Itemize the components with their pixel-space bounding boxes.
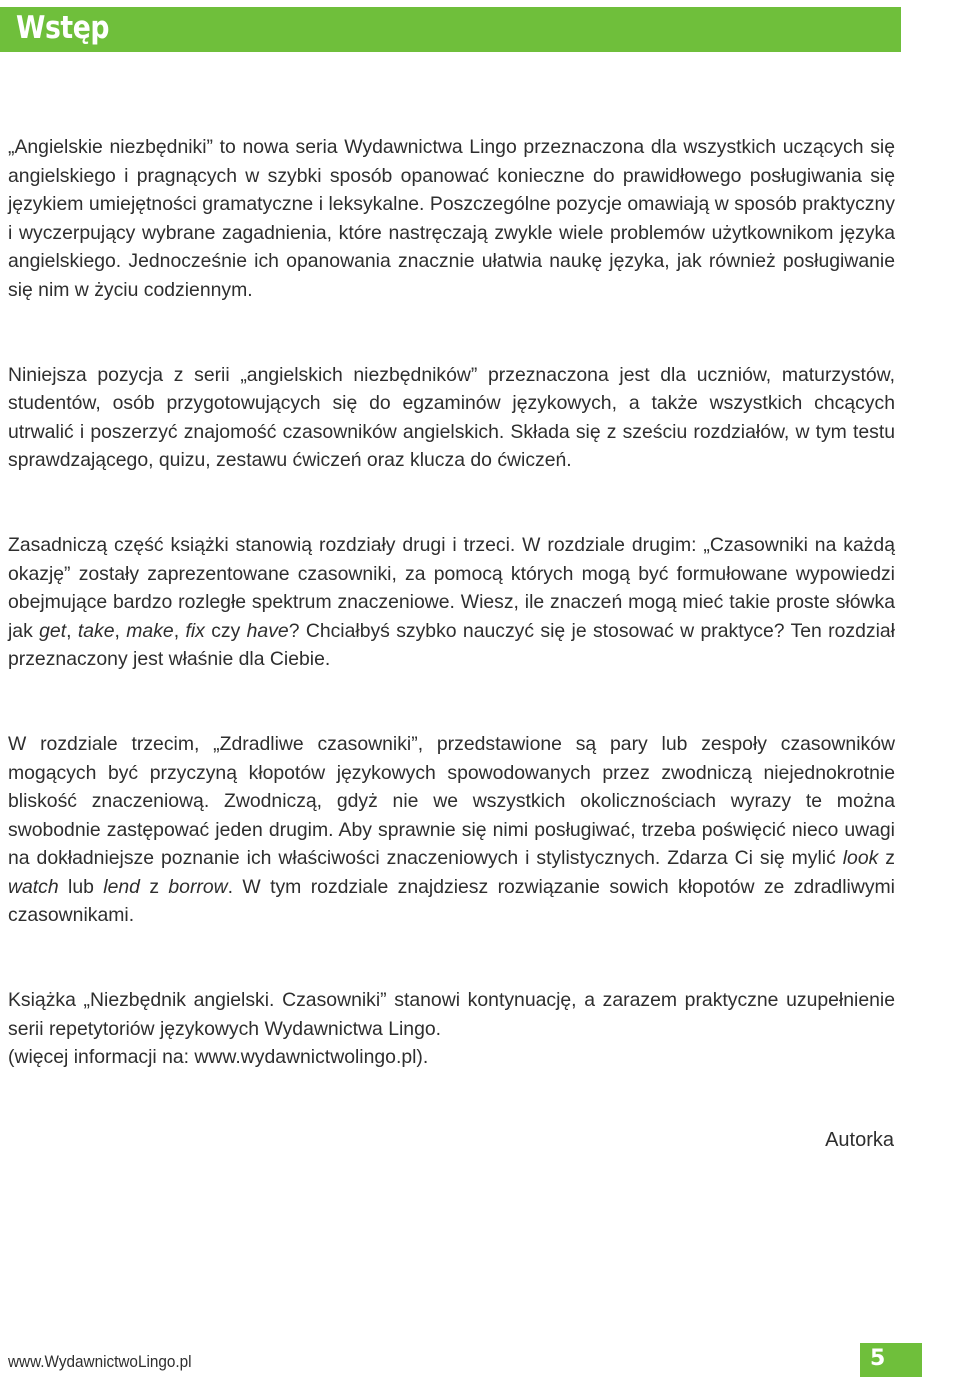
paragraph-chapter-three [8,730,895,930]
text-segment: , [173,619,186,642]
main-content [8,133,895,1128]
example-word: borrow [168,875,228,898]
example-word: take [77,619,115,642]
paragraph-series [8,986,895,1072]
paragraph-intro: „Angielskie niezbędniki” to nowa seria Wydawnictwa Lingo przeznaczona dla wszystkich uczących się angielskiego i pragnących w szybki sposób opanować konieczne do prawidłowego posługiwania się językiem umiejętności gramatyczne i leksykalne. Poszczególne pozycje omawiają w sposób praktyczny i wyczerpujący wybrane zagadnienia, które nastręczają zwykle wiele problemów użytkownikom języka angielskiego. Jednocześnie ich opanowania znacznie ułatwia naukę języka, jak również posługiwanie się nim w życiu codziennym. [8,136,895,301]
paragraph-chapter-two [8,531,895,674]
example-word: watch [8,875,59,898]
example-word: fix [185,619,205,642]
text-segment: ? Chciałbyś szybko nauczyć się je stosować w praktyce? Ten rozdział przeznaczony jest właśnie dla Ciebie. [8,619,895,671]
author-signature: Autorka [825,1129,894,1151]
page-title: Wstęp [16,10,110,46]
page-number-badge [860,1343,922,1377]
text-segment: czy [204,619,247,642]
text-segment: W rozdziale trzecim, „Zdradliwe czasowniki”, przedstawione są pary lub zespoły czasowników mogących być przyczyną kłopotów językowych spowodowanych przez zwodniczą niejednokrotnie bliskość znaczeniową. Zwodniczą, gdyż nie we wszystkich okolicznościach wyrazy te można swobodnie zastępować jeden drugim. Aby sprawnie się nimi posługiwać, trzeba poświęcić nieco uwagi na dokładniejsze poznanie ich właściwości znaczeniowych i stylistycznych. Zdarza Ci się mylić [8,732,895,870]
example-word: get [39,619,67,642]
text-segment: , [114,619,127,642]
series-text: Książka „Niezbędnik angielski. Czasowniki” stanowi kontynuację, a zarazem praktyczne uzupełnienie serii repetytoriów językowych Wydawnictwa Lingo. [8,989,895,1040]
more-info-note: (więcej informacji na: www.wydawnictwolingo.pl). [8,1046,429,1069]
header-bar [0,7,901,52]
page-number: 5 [870,1346,886,1371]
example-word: make [126,619,174,642]
text-segment: z [139,875,169,898]
example-word: have [246,619,289,642]
text-segment: lub [58,875,104,898]
text-segment: . W tym rozdziale znajdziesz rozwiązanie sowich kłopotów ze zdradliwymi czasownikami. [8,875,895,927]
text-segment: , [66,619,78,642]
example-word: lend [103,875,140,898]
text-segment: z [878,847,895,870]
example-word: look [842,847,879,870]
text-segment: Zasadniczą część książki stanowią rozdziały drugi i trzeci. W rozdziale drugim: „Czasowniki na każdą okazję” zostały zaprezentowane czasowniki, za pomocą których mogą być formułowane wypowiedzi obejmujące bardzo rozległe spektrum znaczeniowe. Wiesz, ile znaczeń mogą mieć takie proste słówka jak [8,533,895,642]
paragraph-audience: Niniejsza pozycja z serii „angielskich niezbędników” przeznaczona jest dla uczniów, maturzystów, studentów, osób przygotowujących się do egzaminów językowych, a także wszystkich chcących utrwalić i poszerzyć znajomość czasowników angielskich. Składa się z sześciu rozdziałów, w tym testu sprawdzającego, quizu, zestawu ćwiczeń oraz klucza do ćwiczeń. [8,363,895,472]
footer-website-url: www.WydawnictwoLingo.pl [8,1352,192,1371]
